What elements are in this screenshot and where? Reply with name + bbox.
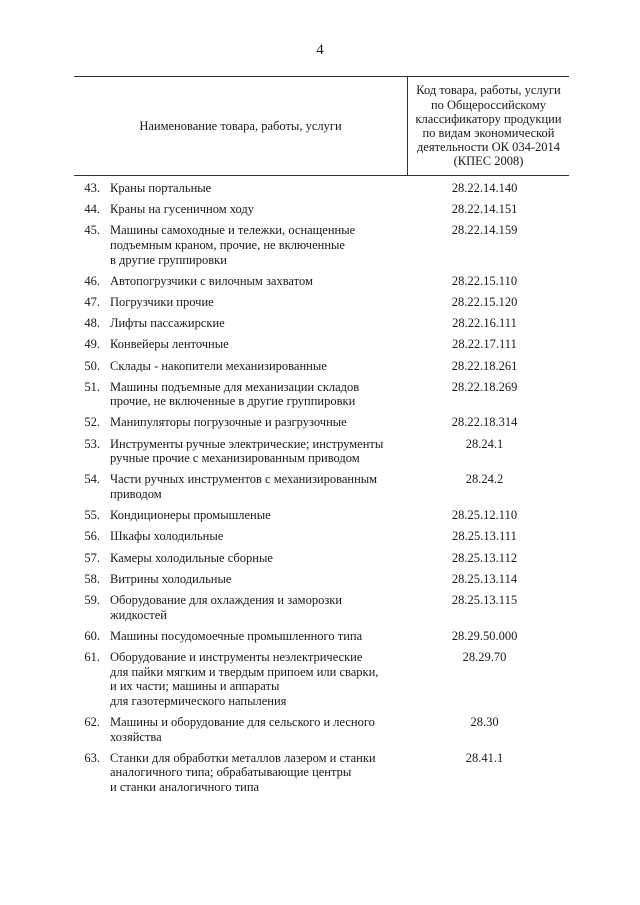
table-row bbox=[74, 508, 569, 523]
row-number: 61. bbox=[84, 649, 100, 664]
row-number: 44. bbox=[84, 202, 100, 217]
row-item-name: Витрины холодильные bbox=[110, 571, 232, 586]
row-item-code: 28.25.13.111 bbox=[452, 529, 517, 544]
row-item-code: 28.22.15.110 bbox=[451, 273, 518, 288]
row-item-name: Оборудование и инструменты неэлектрические для пайки мягким и твердым припоем или сварки, и их части; машины и аппараты для газотермического напыления bbox=[110, 649, 379, 708]
row-number: 55. bbox=[84, 508, 100, 523]
table-row bbox=[74, 650, 569, 708]
table-row bbox=[74, 202, 569, 217]
row-number: 62. bbox=[84, 714, 100, 729]
row-item-name: Погрузчики прочие bbox=[110, 294, 214, 309]
row-item-code: 28.25.13.112 bbox=[451, 550, 518, 565]
row-item-code: 28.22.18.261 bbox=[451, 358, 518, 373]
row-item-code: 28.25.13.115 bbox=[451, 592, 518, 607]
row-item-code: 28.22.18.269 bbox=[451, 379, 518, 394]
row-item-name: Шкафы холодильные bbox=[110, 529, 224, 544]
row-number: 63. bbox=[84, 750, 100, 765]
row-number: 58. bbox=[84, 571, 100, 586]
table-row bbox=[74, 572, 569, 587]
row-item-code: 28.22.18.314 bbox=[451, 415, 518, 430]
row-number: 52. bbox=[84, 415, 100, 430]
row-item-name: Станки для обработки металлов лазером и станки аналогичного типа; обрабатывающие центры и станки аналогичного типа bbox=[110, 750, 376, 794]
row-item-name: Машины и оборудование для сельского и лесного хозяйства bbox=[110, 714, 375, 744]
row-item-code: 28.22.16.111 bbox=[452, 316, 517, 331]
row-number: 45. bbox=[84, 223, 100, 238]
row-item-name: Конвейеры ленточные bbox=[110, 337, 229, 352]
table-body bbox=[74, 181, 569, 801]
table-row bbox=[74, 274, 569, 289]
table-row bbox=[74, 223, 569, 267]
table-header bbox=[74, 76, 569, 176]
table-row bbox=[74, 415, 569, 430]
table-row bbox=[74, 181, 569, 196]
row-item-name: Камеры холодильные сборные bbox=[110, 550, 273, 565]
row-item-name: Машины посудомоечные промышленного типа bbox=[110, 628, 363, 643]
row-number: 48. bbox=[84, 316, 100, 331]
row-item-name: Лифты пассажирские bbox=[110, 316, 225, 331]
row-number: 49. bbox=[84, 337, 100, 352]
row-item-name: Склады - накопители механизированные bbox=[110, 358, 327, 373]
table-row bbox=[74, 629, 569, 644]
row-item-name: Части ручных инструментов с механизированным приводом bbox=[110, 472, 378, 502]
header-code-column: Код товара, работы, услуги по Общероссийскому классификатору продукции по видам экономической деятельности ОК 034-2014 (КПЕС 2008) bbox=[415, 83, 562, 169]
row-number: 43. bbox=[84, 181, 100, 195]
row-item-code: 28.30 bbox=[470, 714, 499, 729]
row-item-name: Оборудование для охлаждения и заморозки жидкостей bbox=[110, 592, 343, 622]
row-item-code: 28.22.14.140 bbox=[451, 181, 518, 195]
row-number: 57. bbox=[84, 550, 100, 565]
row-number: 46. bbox=[84, 273, 100, 288]
row-item-code: 28.22.17.111 bbox=[452, 337, 517, 352]
row-number: 59. bbox=[84, 592, 100, 607]
row-item-code: 28.25.12.110 bbox=[451, 508, 518, 523]
row-item-name: Манипуляторы погрузочные и разгрузочные bbox=[110, 415, 347, 430]
row-item-name: Автопогрузчики с вилочным захватом bbox=[110, 273, 313, 288]
table-row bbox=[74, 337, 569, 352]
table-row bbox=[74, 551, 569, 566]
row-number: 54. bbox=[84, 472, 100, 487]
row-item-name: Машины подъемные для механизации складов прочие, не включенные в другие группировки bbox=[110, 379, 360, 409]
table-row bbox=[74, 359, 569, 374]
row-item-name: Краны портальные bbox=[110, 181, 212, 195]
table-row bbox=[74, 715, 569, 744]
row-item-code: 28.29.70 bbox=[462, 649, 507, 664]
row-item-code: 28.22.15.120 bbox=[451, 294, 518, 309]
table-row bbox=[74, 472, 569, 501]
row-item-code: 28.41.1 bbox=[465, 750, 504, 765]
row-number: 50. bbox=[84, 358, 100, 373]
table-row bbox=[74, 751, 569, 795]
row-item-code: 28.22.14.151 bbox=[451, 202, 518, 217]
row-item-name: Инструменты ручные электрические; инструменты ручные прочие с механизированным приводом bbox=[110, 436, 384, 466]
row-item-code: 28.29.50.000 bbox=[451, 628, 518, 643]
row-item-name: Краны на гусеничном ходу bbox=[110, 202, 255, 217]
row-number: 60. bbox=[84, 628, 100, 643]
row-number: 53. bbox=[84, 436, 100, 451]
row-item-code: 28.24.2 bbox=[465, 472, 504, 487]
table-row bbox=[74, 437, 569, 466]
row-number: 47. bbox=[84, 294, 100, 309]
table-row bbox=[74, 295, 569, 310]
table-row bbox=[74, 316, 569, 331]
row-item-code: 28.24.1 bbox=[465, 436, 504, 451]
row-number: 56. bbox=[84, 529, 100, 544]
row-item-name: Машины самоходные и тележки, оснащенные подъемным краном, прочие, не включенные в другие группировки bbox=[110, 223, 356, 267]
page-number: 4 bbox=[316, 42, 324, 58]
row-item-code: 28.22.14.159 bbox=[451, 223, 518, 238]
table-row bbox=[74, 593, 569, 622]
row-number: 51. bbox=[84, 379, 100, 394]
table-row bbox=[74, 529, 569, 544]
header-name-column: Наименование товара, работы, услуги bbox=[139, 118, 342, 133]
row-item-code: 28.25.13.114 bbox=[451, 571, 518, 586]
table-row bbox=[74, 380, 569, 409]
row-item-name: Кондиционеры промышленые bbox=[110, 508, 271, 523]
